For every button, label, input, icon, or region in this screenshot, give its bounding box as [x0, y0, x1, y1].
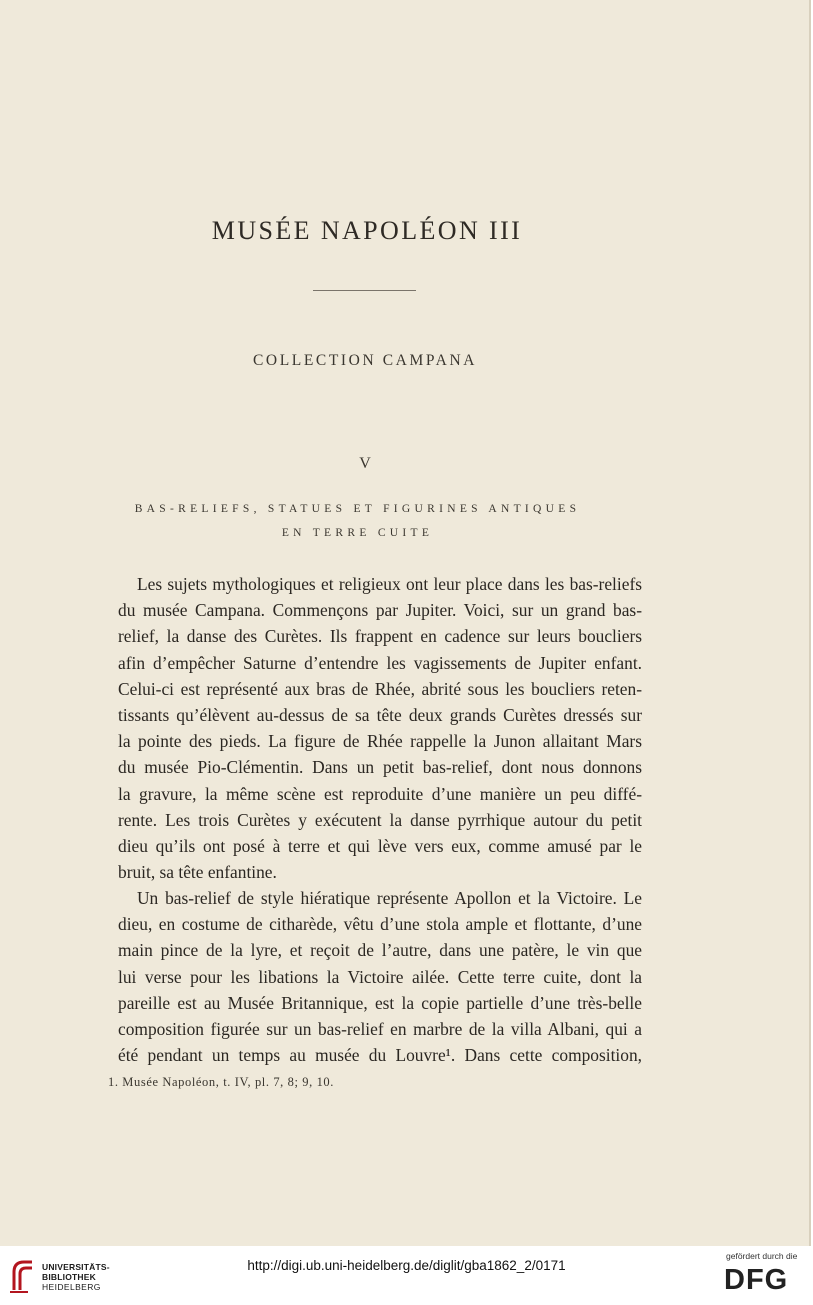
body-line: afin d’empêcher Saturne d’entendre les vagissements de Jupiter enfant. [118, 653, 642, 673]
dfg-logo: DFG [724, 1264, 789, 1296]
body-line: été pendant un temps au musée du Louvre¹. Dans cette composition, [118, 1045, 642, 1065]
library-name-line-3: HEIDELBERG [42, 1282, 101, 1292]
body-line: dieu, en costume de citharède, vêtu d’une stola ample et flottante, d’une [118, 914, 642, 934]
viewer-footer [0, 1246, 813, 1305]
body-line: Les sujets mythologiques et religieux ont leur place dans les bas-reliefs [137, 574, 642, 594]
library-name-line-1: UNIVERSITÄTS- [42, 1262, 110, 1272]
body-line: tissants qu’élèvent au-dessus de sa tête deux grands Curètes dressés sur [118, 705, 642, 725]
chapter-subtitle-line-1: BAS-RELIEFS, STATUES ET FIGURINES ANTIQUES [134, 503, 581, 515]
body-line: Celui-ci est représenté aux bras de Rhée, abrité sous les boucliers reten- [118, 679, 642, 699]
body-line: du musée Pio-Clémentin. Dans un petit bas-relief, dont nous donnons [118, 757, 642, 777]
body-line: lui verse pour les libations la Victoire ailée. Cette terre cuite, dont la [118, 967, 642, 987]
permalink-url[interactable]: http://digi.ub.uni-heidelberg.de/diglit/gba1862_2/0171 [247, 1258, 566, 1273]
footnote: 1. Musée Napoléon, t. IV, pl. 7, 8; 9, 10. [108, 1075, 334, 1089]
collection-heading: COLLECTION CAMPANA [252, 352, 478, 369]
body-line: composition figurée sur un bas-relief en marbre de la villa Albani, qui a [118, 1019, 642, 1039]
sponsor-caption: gefördert durch die [726, 1251, 798, 1261]
chapter-number: V [359, 455, 371, 472]
title-divider [313, 290, 416, 291]
body-line: Un bas-relief de style hiératique représente Apollon et la Victoire. Le [137, 888, 642, 908]
body-line: relief, la danse des Curètes. Ils frappent en cadence sur leurs boucliers [118, 626, 642, 646]
body-line: du musée Campana. Commençons par Jupiter. Voici, sur un grand bas- [118, 600, 642, 620]
body-line: rente. Les trois Curètes y exécutent la danse pyrrhique autour du petit [118, 810, 642, 830]
chapter-subtitle-line-2: EN TERRE CUITE [281, 527, 434, 539]
body-line: dieu qu’ils ont posé à terre et qui lève vers eux, comme amusé par le [118, 836, 642, 856]
page-title: MUSÉE NAPOLÉON III [211, 216, 523, 245]
body-line: la gravure, la même scène est reproduite d’une manière un peu diffé- [118, 784, 642, 804]
library-name-line-2: BIBLIOTHEK [42, 1272, 96, 1282]
body-line: la pointe des pieds. La figure de Rhée rappelle la Junon allaitant Mars [118, 731, 642, 751]
body-line: main pince de la lyre, et reçoit de l’autre, dans une patère, le vin que [118, 940, 642, 960]
body-line: bruit, sa tête enfantine. [118, 862, 277, 882]
body-line: pareille est au Musée Britannique, est la copie partielle d’une très-belle [118, 993, 642, 1013]
